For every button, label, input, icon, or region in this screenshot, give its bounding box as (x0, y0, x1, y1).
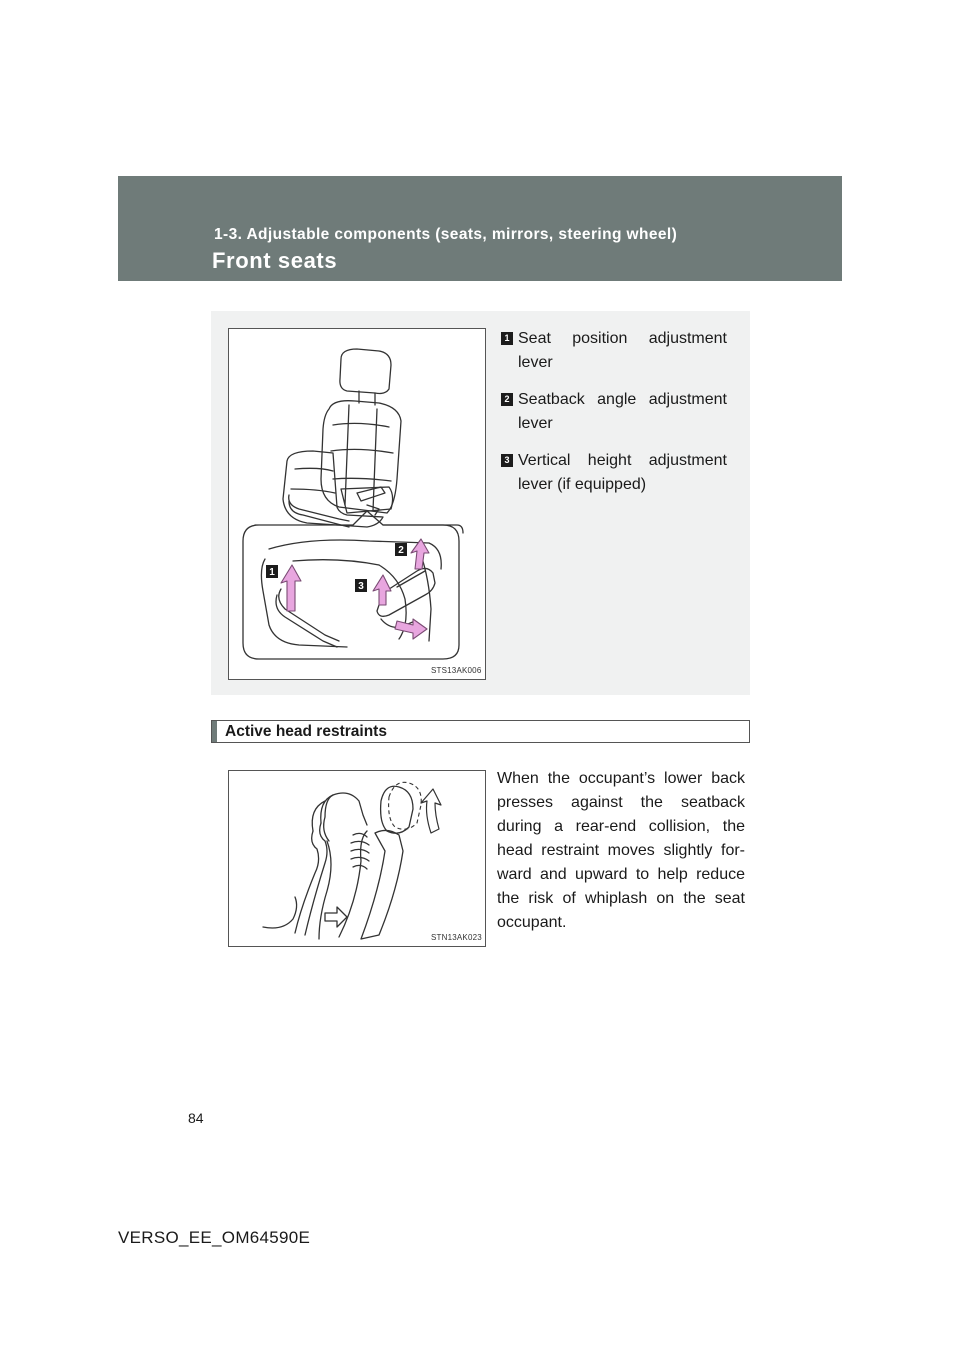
figure-code: STN13AK023 (431, 933, 482, 942)
legend-text: Vertical height adjustment lever (if equipped) (518, 452, 727, 493)
page-number: 84 (188, 1110, 204, 1126)
head-restraint-description: When the occupant’s lower back presses against the seatback during a rear-end collision, the head restraint moves slightly for-ward and upward to help reduce the risk of whiplash on the seat occupant. (497, 770, 745, 931)
callout-2 (395, 543, 407, 556)
number-badge: 1 (501, 332, 513, 345)
head-restraint-illustration (228, 770, 486, 947)
page-title: Front seats (212, 248, 338, 273)
legend (501, 327, 727, 510)
svg-text:1: 1 (269, 567, 275, 578)
svg-text:2: 2 (398, 545, 404, 556)
svg-text:3: 3 (358, 581, 364, 592)
legend-item (501, 388, 727, 436)
callout-3 (355, 579, 367, 592)
figure-code: STS13AK006 (431, 666, 482, 675)
seat-drawing (229, 329, 485, 679)
subheading-text: Active head restraints (225, 723, 387, 740)
section-label: 1-3. Adjustable components (seats, mirrors, steering wheel) (214, 226, 678, 243)
document-code: VERSO_EE_OM64590E (118, 1228, 311, 1247)
number-badge: 2 (501, 393, 513, 406)
seat-illustration (228, 328, 486, 680)
legend-text: Seat position adjustment lever (518, 330, 727, 371)
legend-item (501, 327, 727, 375)
subheading-accent-bar (212, 721, 217, 742)
legend-item (501, 449, 727, 497)
callout-1 (266, 565, 278, 578)
subheading-box (211, 720, 750, 743)
legend-text: Seatback angle adjustment lever (518, 391, 727, 432)
head-restraint-drawing (229, 771, 485, 946)
header-band (118, 176, 842, 281)
number-badge: 3 (501, 454, 513, 467)
